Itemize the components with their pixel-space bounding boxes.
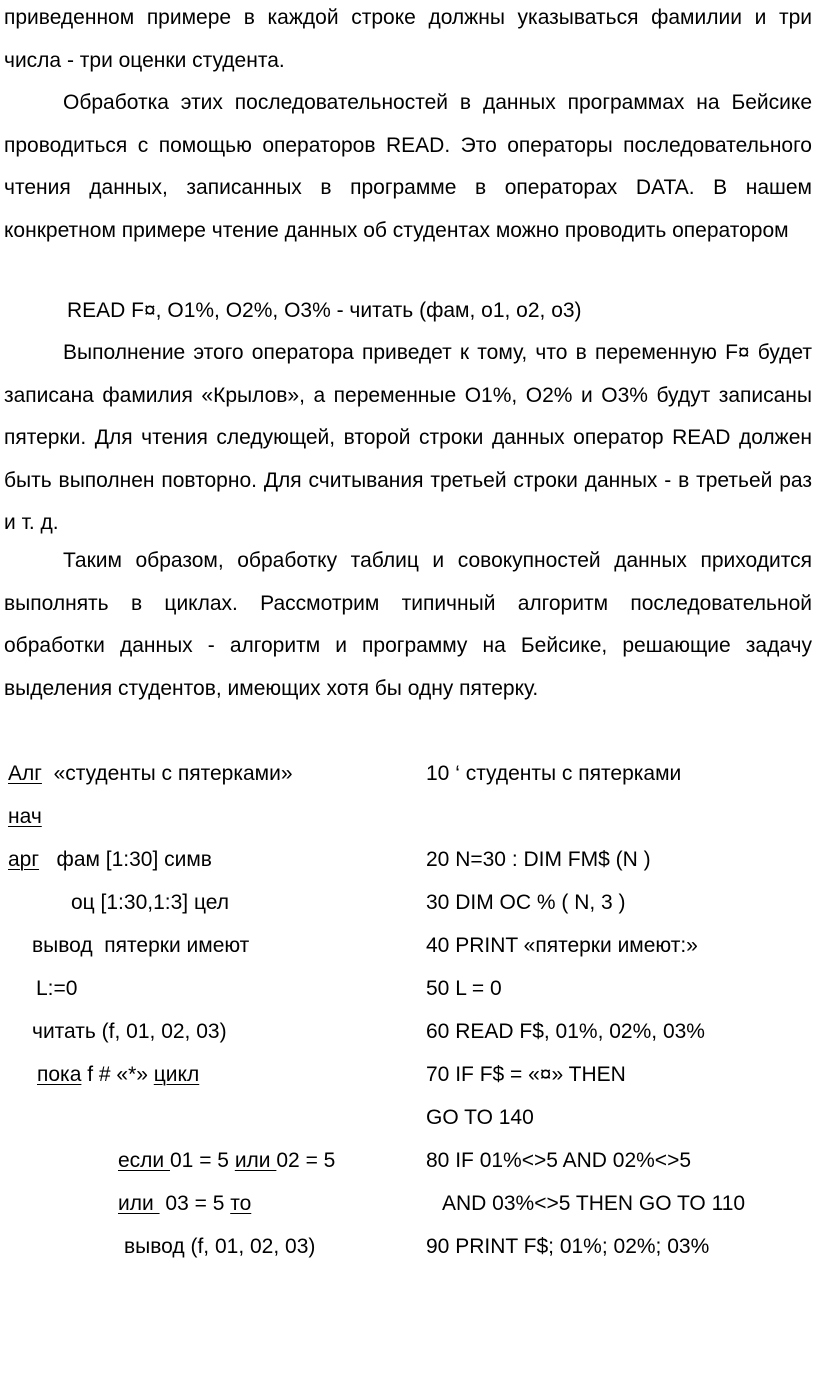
algorithm-line-4: оц [1:30,1:3] цел: [71, 891, 229, 914]
read-formula-line: READ F¤, O1%, O2%, O3% - читать (фам, о1, о2, о3): [67, 299, 582, 322]
algorithm-line-3: арг фам [1:30] симв: [8, 848, 212, 871]
keyword-ili-2: или: [118, 1192, 160, 1215]
algorithm-line-11: или 03 = 5 то: [118, 1192, 252, 1215]
algorithm-line-6: L:=0: [36, 977, 78, 1000]
keyword-nach: нач: [8, 805, 42, 828]
keyword-arg: арг: [8, 848, 40, 871]
keyword-poka: пока: [37, 1063, 82, 1086]
keyword-cikl: цикл: [153, 1063, 200, 1086]
program-line-30: 30 DIM OC % ( N, 3 ): [426, 891, 626, 914]
paragraph-continuation: приведенном примере в каждой строке должны указываться фамилии и три числа - три оценки студента.: [4, 6, 812, 72]
program-line-70-cont: GO TO 140: [426, 1106, 534, 1129]
code-row-3: [0, 838, 816, 881]
paragraph-read-operators: Обработка этих последовательностей в данных программах на Бейсике проводиться с помощью операторов READ. Это операторы последовательного чтения данных, записанных в программе в операторах DATA. В нашем конкретном примере чтение данных об студентах можно проводить оператором: [4, 91, 812, 242]
code-row-2: [0, 795, 816, 838]
code-row-5: [0, 924, 816, 967]
keyword-alg: Алг: [8, 762, 42, 785]
algorithm-line-2: [8, 795, 42, 838]
algorithm-line-12: вывод (f, 01, 02, 03): [124, 1235, 316, 1258]
paragraph-loop-processing: Таким образом, обработку таблиц и совокупностей данных приходится выполнять в циклах. Рассмотрим типичный алгоритм последовательной обработки данных - алгоритм и программу на Бейсике, решающие задачу выделения студентов, имеющих хотя бы одну пятерку.: [4, 549, 812, 700]
code-row-1: [0, 752, 816, 795]
program-line-40: 40 PRINT «пятерки имеют:»: [426, 934, 698, 957]
code-row-7: [0, 1010, 816, 1053]
program-line-20: 20 N=30 : DIM FM$ (N ): [426, 848, 651, 871]
program-line-10: 10 ‘ студенты с пятерками: [426, 762, 682, 785]
algorithm-line-5: вывод пятерки имеют: [32, 934, 250, 957]
code-row-4: [0, 881, 816, 924]
program-line-60: 60 READ F$, 01%, 02%, 03%: [426, 1020, 705, 1043]
algorithm-line-1: Алг «студенты с пятерками»: [8, 762, 293, 785]
keyword-esli: если: [118, 1149, 170, 1172]
algorithm-line-8: пока f # «*» цикл: [37, 1063, 200, 1086]
code-row-10: [0, 1139, 816, 1182]
code-row-6: [0, 967, 816, 1010]
keyword-to: то: [230, 1192, 252, 1215]
code-row-8: [0, 1053, 816, 1096]
code-row-12: [0, 1225, 816, 1268]
program-line-80-cont: AND 03%<>5 THEN GO TO 110: [442, 1192, 746, 1215]
paragraph-execution: Выполнение этого оператора приведет к тому, что в переменную F¤ будет записана фамилия «Крылов», а переменные O1%, O2% и O3% будут записаны пятерки. Для чтения следующей, второй строки данных оператор READ должен быть выполнен повторно. Для считывания третьей строки данных - в третьей раз и т. д.: [4, 341, 812, 534]
algorithm-line-7: читать (f, 01, 02, 03): [32, 1020, 227, 1043]
program-line-50: 50 L = 0: [426, 977, 502, 1000]
program-line-80: 80 IF 01%<>5 AND 02%<>5: [426, 1149, 692, 1172]
keyword-ili: или: [234, 1149, 277, 1172]
code-row-11: [0, 1182, 816, 1225]
algorithm-line-10: если 01 = 5 или 02 = 5: [118, 1149, 336, 1172]
program-line-90: 90 PRINT F$; 01%; 02%; 03%: [426, 1235, 710, 1258]
program-line-70: 70 IF F$ = «¤» THEN: [426, 1063, 626, 1086]
code-row-9: [0, 1096, 816, 1139]
